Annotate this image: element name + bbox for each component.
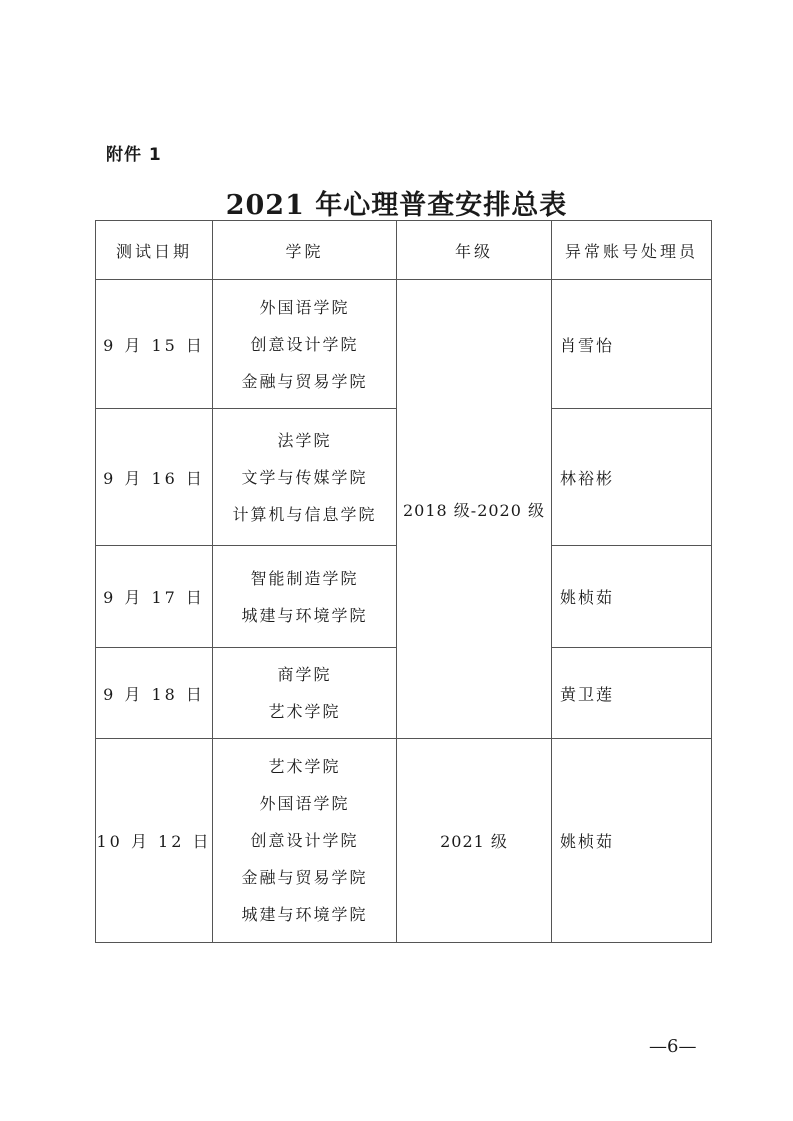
college-name: 外国语学院 <box>259 297 350 317</box>
header-handler: 异常账号处理员 <box>552 221 712 280</box>
college-cell <box>213 546 397 648</box>
college-name: 金融与贸易学院 <box>241 371 368 391</box>
table-row <box>96 739 712 943</box>
college-cell <box>213 280 397 409</box>
date-cell: 10 月 12 日 <box>96 739 213 943</box>
grade-cell: 2018 级-2020 级 <box>397 280 552 739</box>
college-name: 金融与贸易学院 <box>241 868 368 887</box>
date-cell: 9 月 15 日 <box>96 280 213 409</box>
date-cell: 9 月 18 日 <box>96 648 213 739</box>
college-cell <box>213 648 397 739</box>
college-name: 创意设计学院 <box>250 334 359 354</box>
page-number: —6— <box>649 1036 697 1057</box>
college-name: 商学院 <box>277 665 332 684</box>
attachment-label: 附件 1 <box>106 145 162 165</box>
header-date: 测试日期 <box>96 221 213 280</box>
handler-cell: 姚桢茹 <box>552 739 712 943</box>
college-name: 计算机与信息学院 <box>232 504 377 524</box>
table-header-row <box>96 221 712 280</box>
handler-cell: 肖雪怡 <box>552 280 712 409</box>
date-cell: 9 月 16 日 <box>96 409 213 546</box>
college-cell <box>213 739 397 943</box>
page-title: 2021 年心理普查安排总表 <box>225 190 568 221</box>
college-name: 城建与环境学院 <box>241 905 368 924</box>
table-row <box>96 280 712 409</box>
schedule-table <box>95 220 712 943</box>
college-name: 城建与环境学院 <box>241 605 368 625</box>
header-college: 学院 <box>213 221 397 280</box>
college-cell <box>213 409 397 546</box>
college-name: 创意设计学院 <box>250 831 359 850</box>
handler-cell: 黄卫莲 <box>552 648 712 739</box>
header-grade: 年级 <box>397 221 552 280</box>
grade-cell: 2021 级 <box>397 739 552 943</box>
college-name: 艺术学院 <box>268 702 341 721</box>
college-name: 外国语学院 <box>259 794 350 813</box>
college-name: 法学院 <box>277 430 332 450</box>
handler-cell: 林裕彬 <box>552 409 712 546</box>
date-cell: 9 月 17 日 <box>96 546 213 648</box>
handler-cell: 姚桢茹 <box>552 546 712 648</box>
college-name: 智能制造学院 <box>250 568 359 588</box>
college-name: 艺术学院 <box>268 757 341 776</box>
college-name: 文学与传媒学院 <box>241 467 368 487</box>
